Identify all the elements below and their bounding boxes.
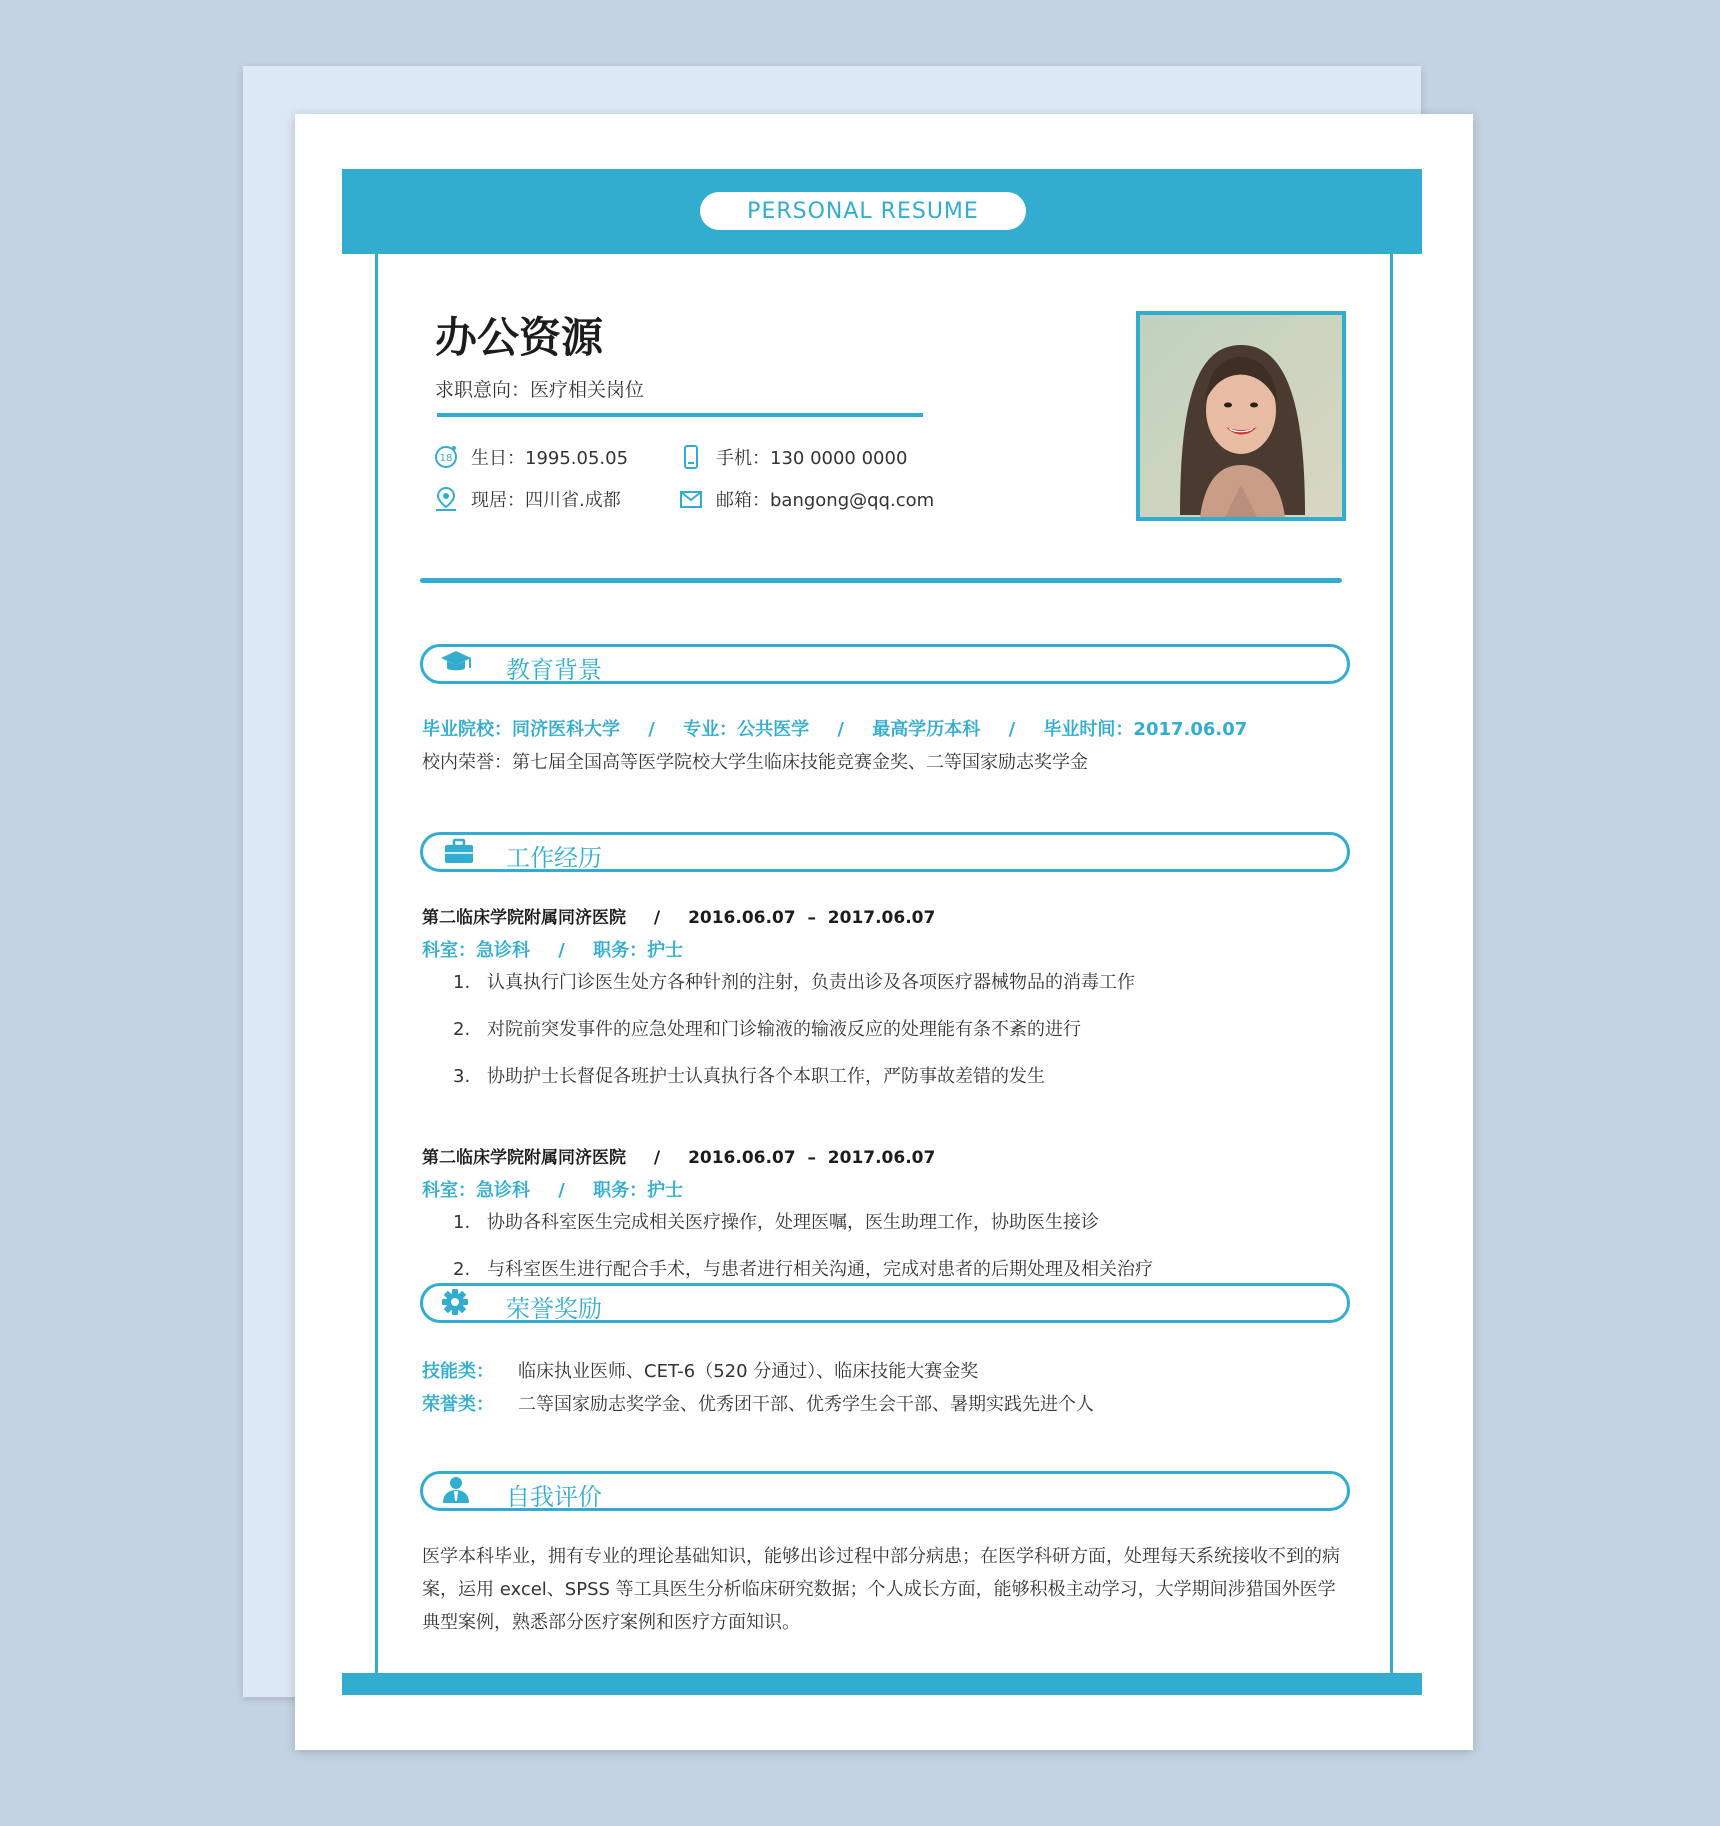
- job-1-header: [422, 903, 935, 928]
- location-text: 现居：四川省.成都: [471, 490, 621, 511]
- slash-separator: /: [653, 908, 661, 928]
- job-2-period: 2016.06.07 – 2017.06.07: [688, 1148, 936, 1168]
- list-item: [453, 1255, 1153, 1281]
- location-info: [433, 486, 621, 512]
- birthday-info: [433, 444, 628, 470]
- section-title-work: 工作经历: [506, 844, 602, 872]
- slash-separator: /: [648, 719, 655, 740]
- graduation-cap-icon: [439, 648, 473, 678]
- birthday-18-icon: [433, 444, 459, 470]
- candidate-name: 办公资源: [435, 313, 604, 362]
- slash-separator: /: [837, 719, 844, 740]
- list-text: 认真执行门诊医生处方各种针剂的注射，负责出诊及各项医疗器械物品的消毒工作: [487, 972, 1135, 993]
- skills-label: 技能类：: [422, 1361, 494, 1382]
- gear-icon: [438, 1287, 472, 1317]
- job-1-title: 职务：护士: [593, 940, 684, 961]
- list-number: 1.: [453, 1212, 471, 1233]
- education-school: 毕业院校：同济医科大学: [422, 719, 620, 740]
- skills-text: 临床执业医师、CET-6（520 分通过）、临床技能大赛金奖: [518, 1361, 979, 1382]
- section-title-education: 教育背景: [506, 656, 602, 684]
- envelope-icon: [678, 486, 704, 512]
- phone-info: [678, 444, 907, 470]
- list-number: 2.: [453, 1019, 471, 1040]
- honors-awards: [422, 1390, 1094, 1416]
- list-number: 1.: [453, 972, 471, 993]
- person-icon: [439, 1475, 473, 1505]
- slash-separator: /: [558, 1180, 565, 1201]
- briefcase-icon: [442, 836, 476, 866]
- education-graduation: 毕业时间：2017.06.07: [1043, 719, 1248, 740]
- list-number: 2.: [453, 1259, 471, 1280]
- banner-title: PERSONAL RESUME: [700, 192, 1026, 230]
- list-item: [453, 968, 1135, 994]
- education-honors: 校内荣誉：第七届全国高等医学院校大学生临床技能竞赛金奖、二等国家励志奖学金: [422, 752, 1088, 773]
- list-number: 3.: [453, 1066, 471, 1087]
- profile-photo: [1136, 311, 1346, 521]
- list-text: 协助护士长督促各班护士认真执行各个本职工作，严防事故差错的发生: [487, 1066, 1045, 1087]
- section-title-honors: 荣誉奖励: [506, 1295, 602, 1323]
- mobile-phone-icon: [678, 444, 704, 470]
- education-major: 专业：公共医学: [683, 719, 810, 740]
- job-1-dept: 科室：急诊科: [422, 940, 530, 961]
- honors-skills: [422, 1357, 978, 1383]
- section-title-self-eval: 自我评价: [506, 1483, 602, 1511]
- list-text: 与科室医生进行配合手术，与患者进行相关沟通，完成对患者的后期处理及相关治疗: [487, 1259, 1153, 1280]
- education-degree: 最高学历本科: [872, 719, 981, 740]
- list-item: [453, 1062, 1045, 1088]
- frame-left-line: [375, 254, 378, 1674]
- email-text: 邮箱：bangong@qq.com: [716, 490, 935, 511]
- job-objective: 求职意向：医疗相关岗位: [435, 379, 645, 401]
- job-2-title: 职务：护士: [593, 1180, 684, 1201]
- job-1-period: 2016.06.07 – 2017.06.07: [688, 908, 936, 928]
- job-2-header: [422, 1143, 935, 1168]
- frame-right-line: [1390, 254, 1393, 1674]
- footer-band: [342, 1673, 1422, 1695]
- location-pin-icon: [433, 486, 459, 512]
- slash-separator: /: [558, 940, 565, 961]
- awards-label: 荣誉类：: [422, 1394, 494, 1415]
- slash-separator: /: [653, 1148, 661, 1168]
- birthday-text: 生日：1995.05.05: [471, 448, 629, 469]
- education-summary: [422, 715, 1247, 741]
- job-2-dept: 科室：急诊科: [422, 1180, 530, 1201]
- awards-text: 二等国家励志奖学金、优秀团干部、优秀学生会干部、暑期实践先进个人: [518, 1394, 1094, 1415]
- list-item: [453, 1015, 1081, 1041]
- portrait-illustration: [1140, 315, 1342, 517]
- job-2-org: 第二临床学院附属同济医院: [422, 1148, 626, 1168]
- self-eval-text: 医学本科毕业，拥有专业的理论基础知识，能够出诊过程中部分病患；在医学科研方面，处理每天系统接收不到的病案，运用 excel、SPSS 等工具医生分析临床研究数据；个人成长方面，能够积极主动学习，大学期间涉猎国外医学典型案例，熟悉部分医疗案例和医疗方面知识。: [422, 1546, 1340, 1633]
- job-1-role: [422, 936, 683, 962]
- slash-separator: /: [1008, 719, 1016, 740]
- job-1-org: 第二临床学院附属同济医院: [422, 908, 626, 928]
- name-underline: [437, 413, 923, 417]
- list-text: 对院前突发事件的应急处理和门诊输液的输液反应的处理能有条不紊的进行: [487, 1019, 1081, 1040]
- email-info: [678, 486, 934, 512]
- header-divider: [420, 578, 1342, 583]
- list-text: 协助各科室医生完成相关医疗操作，处理医嘱，医生助理工作，协助医生接诊: [487, 1212, 1099, 1233]
- phone-text: 手机：130 0000 0000: [716, 448, 908, 469]
- job-2-role: [422, 1176, 683, 1202]
- svg-text:18: 18: [439, 453, 453, 464]
- list-item: [453, 1208, 1099, 1234]
